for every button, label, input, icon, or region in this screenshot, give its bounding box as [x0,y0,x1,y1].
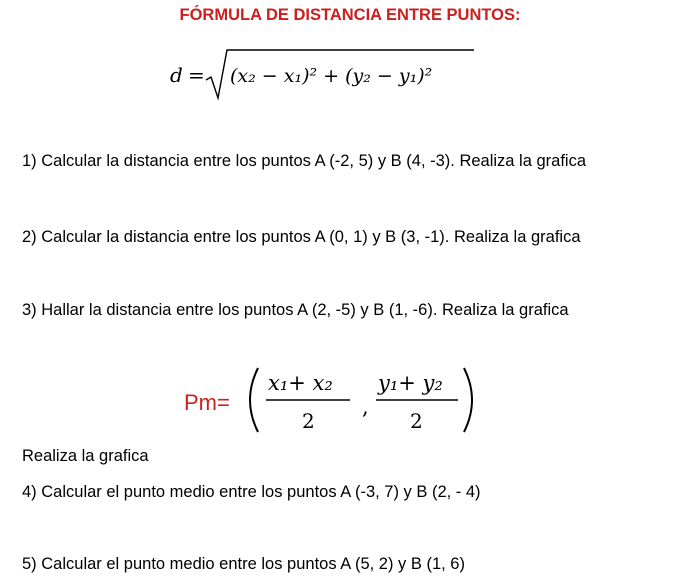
problem-1: 1) Calcular la distancia entre los puntos A (-2, 5) y B (4, -3). Realiza la grafica [22,152,587,170]
page-title: FÓRMULA DE DISTANCIA ENTRE PUNTOS: [179,6,521,24]
distance-equals: = [188,63,205,87]
problem-4: 4) Calcular el punto medio entre los puntos A (-3, 7) y B (2, - 4) [22,483,481,501]
problem-2: 2) Calcular la distancia entre los puntos A (0, 1) y B (3, -1). Realiza la grafica [22,228,581,246]
instruction-text: Realiza la grafica [22,447,149,465]
distance-expression: (x₂ − x₁)² + (y₂ − y₁)² [230,65,433,87]
midpoint-formula [240,362,490,438]
problem-5: 5) Calcular el punto medio entre los puntos A (5, 2) y B (1, 6) [22,555,465,573]
denominator-x: 2 [302,409,315,433]
right-paren [464,368,472,432]
comma-separator: , [362,395,369,419]
midpoint-label: Pm= [184,390,230,415]
distance-lhs: d [170,63,183,87]
denominator-y: 2 [410,409,423,433]
problem-3: 3) Hallar la distancia entre los puntos A (2, -5) y B (1, -6). Realiza la grafica [22,301,569,319]
left-paren [250,368,258,432]
numerator-y: y₁+ y₂ [378,371,443,395]
numerator-x: x₁+ x₂ [268,371,333,395]
distance-formula [170,48,490,102]
